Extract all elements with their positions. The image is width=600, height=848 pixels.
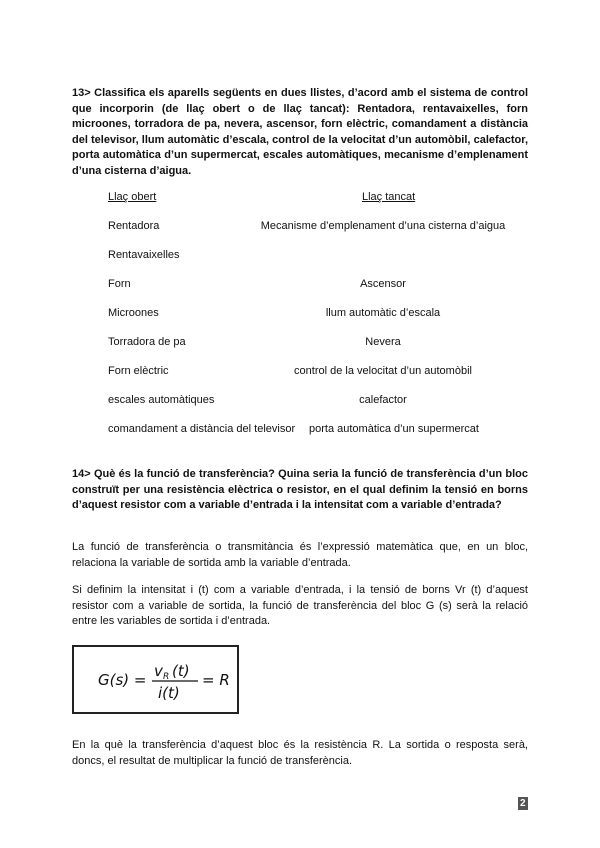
closed-loop-item: porta automàtica d’un supermercat bbox=[309, 423, 479, 435]
answer-paragraph-2: Si definim la intensitat i (t) com a variable d’entrada, i la tensió de borns Vr (t) d’aquest resistor com a variable de sortida, la funció de transferència del bloc G (s) serà la relació entre les variables de sortida i d’entrada. bbox=[72, 584, 528, 627]
closed-loop-item: Mecanisme d’emplenament d’una cisterna d’aigua bbox=[260, 220, 506, 232]
open-loop-item: Microones bbox=[108, 307, 159, 319]
question-14: 14> Què és la funció de transferència? Quina seria la funció de transferència d’un bloc construït per una resistència elèctrica o resistor, en el qual definim la tensió en borns d’aquest resistor com a variable d’entrada i la intensitat com a variable d’entrada? bbox=[72, 468, 528, 511]
formula-rhs: = R bbox=[202, 671, 230, 689]
closed-loop-item: Nevera bbox=[365, 336, 401, 348]
open-loop-item: Forn bbox=[108, 278, 131, 290]
answer-paragraph-3: En la què la transferència d’aquest bloc és la resistència R. La sortida o resposta serà, doncs, el resultat de multiplicar la funció de transferència. bbox=[72, 739, 528, 767]
answer-paragraph-1: La funció de transferència o transmitància és l’expressió matemàtica que, en un bloc, relaciona la variable de sortida amb la variable d’entrada. bbox=[72, 541, 528, 569]
open-loop-item: Rentavaixelles bbox=[108, 249, 180, 261]
question-13: 13> Classifica els aparells següents en dues llistes, d’acord amb el sistema de control que incorporin (de llaç obert o de llaç tancat): Rentadora, rentavaixelles, forn microones, torradora de pa, nevera, ascensor, forn elèctric, comandament a distància del televisor, llum automàtic d’escala, control de la velocitat d’un automòbil, calefactor, porta automàtica d’un supermercat, escales automàtiques, mecanisme d’emplenament d’una cisterna d’aigua. bbox=[72, 87, 528, 177]
open-loop-item: escales automàtiques bbox=[108, 394, 215, 406]
open-loop-item: Torradora de pa bbox=[108, 336, 186, 348]
formula-numerator-sub: R bbox=[163, 672, 170, 682]
closed-loop-item: control de la velocitat d’un automòbil bbox=[294, 365, 472, 377]
formula-numerator-t: (t) bbox=[172, 662, 190, 680]
formula-lhs: G(s) = bbox=[98, 671, 147, 689]
transfer-function-formula bbox=[96, 655, 236, 705]
header-open-loop: Llaç obert bbox=[108, 191, 157, 203]
closed-loop-item: calefactor bbox=[359, 394, 407, 406]
open-loop-item: Rentadora bbox=[108, 220, 160, 232]
formula-denominator: i(t) bbox=[158, 684, 180, 702]
closed-loop-item: Ascensor bbox=[360, 278, 406, 290]
page-number: 2 bbox=[520, 798, 526, 809]
header-closed-loop: Llaç tancat bbox=[362, 191, 416, 203]
closed-loop-item: llum automàtic d’escala bbox=[325, 307, 441, 319]
open-loop-item: comandament a distància del televisor bbox=[108, 423, 296, 435]
open-loop-item: Forn elèctric bbox=[108, 365, 169, 377]
formula-numerator-v: v bbox=[154, 662, 163, 680]
